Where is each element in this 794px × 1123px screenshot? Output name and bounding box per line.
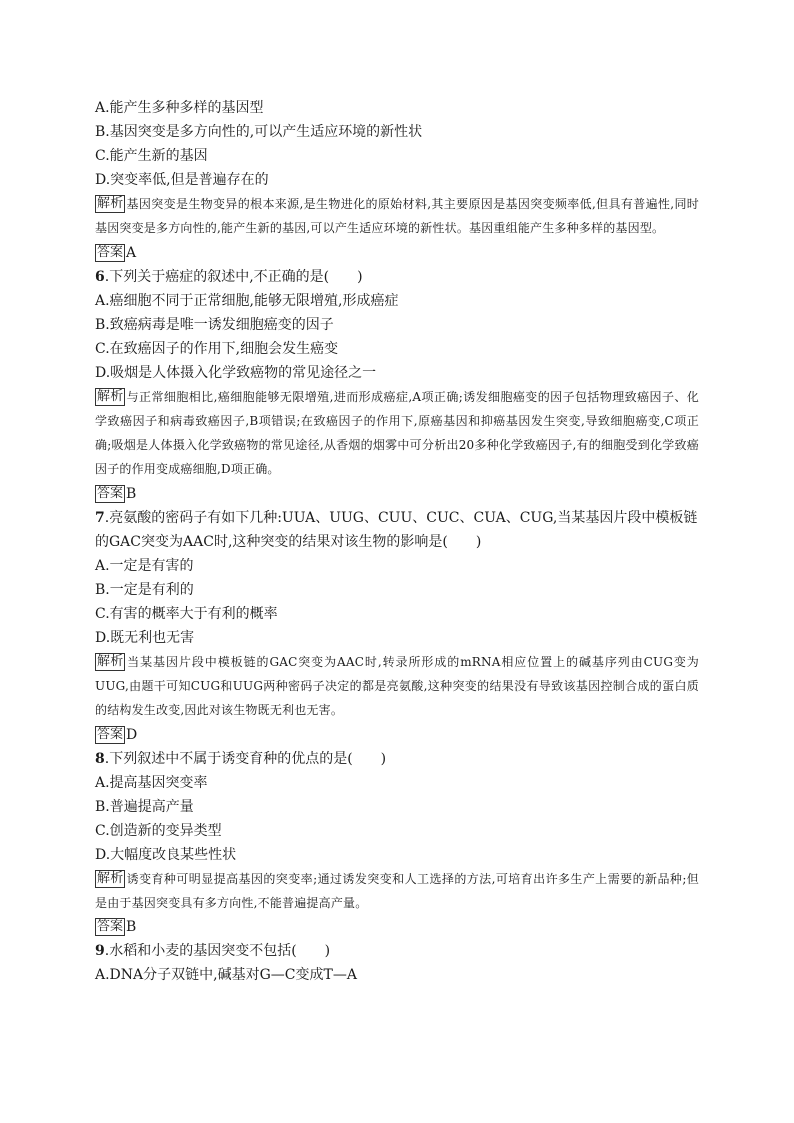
option-d: D.吸烟是人体摄入化学致癌物的常见途径之一: [95, 364, 377, 381]
answer-tag: 答案: [97, 485, 124, 501]
answer: [95, 241, 699, 265]
option-a: A.能产生多种多样的基因型: [95, 100, 264, 116]
answer-tag: 答案: [97, 244, 124, 260]
question-text: .亮氨酸的密码子有如下几种:UUA、UUG、CUU、CUC、CUA、CUG,当某基因片段中模板链的GAC突变为AAC时,这种突变的结果对该生物的影响是( ): [95, 509, 698, 550]
explanation: [95, 385, 699, 482]
answer: [95, 915, 699, 939]
answer: [95, 482, 699, 506]
question-text: .下列叙述中不属于诱变育种的优点的是( ): [104, 750, 387, 767]
question-number: 9: [95, 943, 105, 960]
option-a: A.癌细胞不同于正常细胞,能够无限增殖,形成癌症: [95, 292, 399, 309]
option-d: D.大幅度改良某些性状: [95, 846, 237, 863]
explanation: [95, 867, 699, 916]
option-c: C.创造新的变异类型: [95, 822, 222, 839]
answer-tag: 答案: [97, 726, 124, 742]
option-b: B.普遍提高产量: [95, 798, 194, 815]
question-text: .下列关于癌症的叙述中,不正确的是( ): [104, 268, 363, 285]
answer-value: A: [126, 244, 137, 261]
explanation-text: 诱变育种可明显提高基因的突变率;通过诱发突变和人工选择的方法,可培育出许多生产上需要的新品种;但是由于基因突变具有多方向性,不能普遍提高产量。: [95, 871, 699, 910]
explanation: [95, 650, 699, 723]
explanation-tag: 解析: [97, 196, 124, 211]
option-b: B.致癌病毒是唯一诱发细胞癌变的因子: [95, 316, 334, 333]
explanation-tag: 解析: [97, 870, 124, 886]
option-b: B.基因突变是多方向性的,可以产生适应环境的新性状: [95, 124, 423, 140]
answer-value: B: [126, 919, 137, 936]
question-stem: [95, 265, 699, 289]
option-d: D.突变率低,但是普遍存在的: [95, 172, 269, 188]
question-text: .水稻和小麦的基因突变不包括( ): [104, 943, 331, 960]
option-c: C.在致癌因子的作用下,细胞会发生癌变: [95, 340, 339, 357]
question-stem: [95, 747, 699, 771]
option-c: C.能产生新的基因: [95, 148, 208, 164]
option-d: D.既无利也无害: [95, 629, 195, 646]
option-b: B.一定是有利的: [95, 581, 194, 598]
option-a: A.一定是有害的: [95, 557, 194, 574]
option-a: A.提高基因突变率: [95, 774, 208, 791]
explanation-tag: 解析: [97, 653, 124, 669]
question-9: [95, 939, 699, 987]
option-a: A.DNA分子双链中,碱基对G—C变成T—A: [95, 967, 357, 984]
question-stem: [95, 939, 699, 963]
answer: [95, 723, 699, 747]
answer-value: B: [126, 485, 137, 502]
question-6: [95, 265, 699, 506]
question-number: 6: [95, 268, 105, 285]
question-number: 8: [95, 750, 105, 767]
question-number: 7: [95, 509, 105, 526]
explanation: [95, 192, 699, 241]
option-c: C.有害的概率大于有利的概率: [95, 605, 278, 622]
question-stem: [95, 506, 699, 554]
question-5: [95, 96, 699, 265]
answer-value: D: [126, 726, 138, 743]
explanation-tag: 解析: [97, 388, 124, 404]
document-page: [95, 96, 699, 987]
explanation-text: 基因突变是生物变异的根本来源,是生物进化的原始材料,其主要原因是基因突变频率低,但具有普遍性,同时基因突变是多方向性的,能产生新的基因,可以产生适应环境的新性状。基因重组能产生多种多样的基因型。: [95, 197, 699, 236]
answer-tag: 答案: [97, 919, 124, 935]
question-8: [95, 747, 699, 940]
question-7: [95, 506, 699, 747]
explanation-text: 与正常细胞相比,癌细胞能够无限增殖,进而形成癌症,A项正确;诱发细胞癌变的因子包括物理致癌因子、化学致癌因子和病毒致癌因子,B项错误;在致癌因子的作用下,原癌基因和抑癌基因发生突变,导致细胞癌变,C项正确;吸烟是人体摄入化学致癌物的常见途径,从香烟的烟雾中可分析出20多种化学致癌因子,有的细胞受到化学致癌因子的作用变成癌细胞,D项正确。: [95, 389, 699, 477]
explanation-text: 当某基因片段中模板链的GAC突变为AAC时,转录所形成的mRNA相应位置上的碱基序列由CUG变为UUG,由题干可知CUG和UUG两种密码子决定的都是亮氨酸,这种突变的结果没有导致该基因控制合成的蛋白质的结构发生改变,因此对该生物既无利也无害。: [95, 654, 699, 718]
